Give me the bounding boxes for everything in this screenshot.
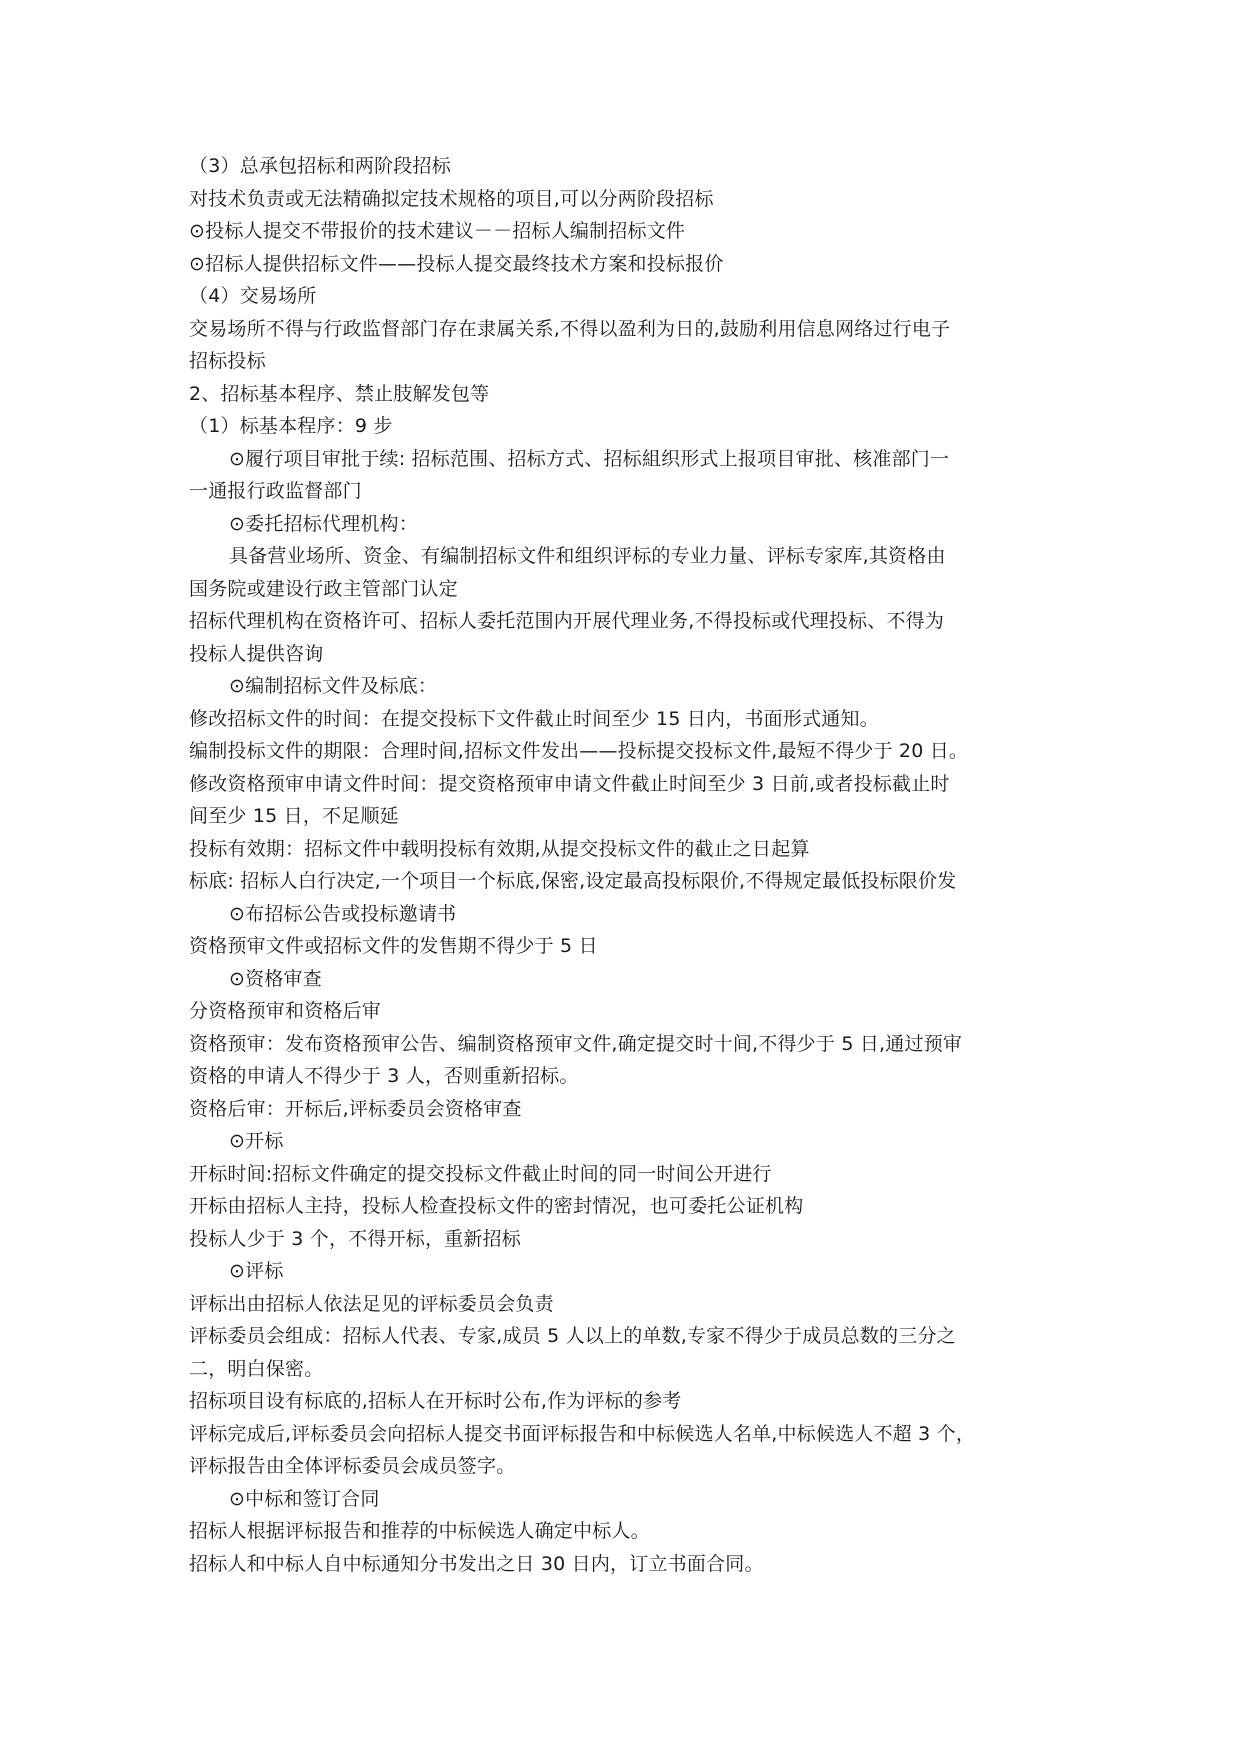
text-line: 招标人根据评标报告和推荐的中标候选人确定中标人。 <box>189 1520 650 1542</box>
text-line: ⊙布招标公告或投标邀请书 <box>229 902 457 925</box>
text-line: 资格后审：开标后,评标委员会资格审查 <box>189 1097 522 1120</box>
text-line: ⊙编制招标文件及标底： <box>229 675 438 697</box>
text-line: ⊙履行项目审批于续: 招标范围、招标方式、招标組织形式上报项目审批、核准部门一 <box>229 447 950 470</box>
text-line: 修改招标文件的时间：在提交投标下文件截止时间至少 15 日内，书面形式通知。 <box>189 707 879 730</box>
text-line: 二，明白保密。 <box>189 1357 324 1380</box>
text-line: （1）标基本程序：9 步 <box>189 415 393 437</box>
text-line: 招标项目设有标底的,招标人在开标时公布,作为评标的参考 <box>189 1390 682 1412</box>
text-line: 交易场所不得与行政监督部门存在隶属关系,不得以盈利为日的,鼓励利用信息网络过行电子 <box>189 317 951 340</box>
text-line: ⊙招标人提供招标文件——投标人提交最终技术方案和投标报价 <box>189 252 724 275</box>
document-body <box>189 150 1069 1580</box>
text-line: 开标时间:招标文件确定的提交投标文件截止时间的同一时间公开进行 <box>189 1162 772 1185</box>
text-line: ⊙评标 <box>229 1260 284 1282</box>
text-line: 招标投标 <box>189 350 266 372</box>
text-line: 资格预审文件或招标文件的发售期不得少于 5 日 <box>189 935 598 957</box>
text-line: 投标有效期：招标文件中载明投标有效期,从提交投标文件的截止之日起算 <box>189 837 810 860</box>
text-line: 招标人和中标人自中标通知分书发出之日 30 日内，订立书面合同。 <box>189 1552 764 1575</box>
text-line: ⊙委托招标代理机构： <box>229 512 418 535</box>
text-line: 开标由招标人主持，投标人检查投标文件的密封情况，也可委托公证机构 <box>189 1195 804 1217</box>
text-line: 对技术负责或无法精确拟定技术规格的项目,可以分两阶段招标 <box>189 187 714 210</box>
text-line: 国务院或建设行政主管部门认定 <box>189 577 458 600</box>
text-line: ⊙投标人提交不带报价的技术建议－－招标人编制招标文件 <box>189 220 686 242</box>
text-line: 评标出由招标人依法足见的评标委员会负责 <box>189 1292 554 1315</box>
text-line: 资格的申请人不得少于 3 人，否则重新招标。 <box>189 1065 579 1087</box>
text-line: （3）总承包招标和两阶段招标 <box>189 155 451 177</box>
text-line: 招标代理机构在资格许可、招标人委托范围内开展代理业务,不得投标或代理投标、不得为 <box>189 610 945 632</box>
text-line: 分资格预审和资格后审 <box>189 1000 382 1022</box>
text-line: 2、招标基本程序、禁止肢解发包等 <box>189 382 490 405</box>
text-line: （4）交易场所 <box>189 285 317 307</box>
text-line: 评标委员会组成：招标人代表、专家,成员 5 人以上的单数,专家不得少于成员总数的三分之 <box>189 1325 956 1347</box>
text-line: 编制投标文件的期限：合理时间,招标文件发出——投标提交投标文件,最短不得少于 20 日。 <box>189 740 969 762</box>
text-line: 评标完成后,评标委员会向招标人提交书面评标报告和中标候选人名单,中标候选人不超 3 个， <box>189 1422 976 1445</box>
text-line: 资格预审：发布资格预审公告、编制资格预审文件,确定提交时十间,不得少于 5 日,通过预审 <box>189 1032 963 1055</box>
text-line: 间至少 15 日，不足顺延 <box>189 805 399 827</box>
text-line: 投标人少于 3 个，不得开标，重新招标 <box>189 1227 521 1250</box>
text-line: 一通报行政监督部门 <box>189 480 362 502</box>
text-line: 修改资格预审申请文件时间：提交资格预审申请文件截止时间至少 3 日前,或者投标截止时 <box>189 772 950 795</box>
text-line: 具备营业场所、资金、有编制招标文件和组织评标的专业力量、评标专家库,其资格由 <box>229 545 946 567</box>
text-line: 投标人提供咨询 <box>189 642 324 665</box>
text-line: ⊙开标 <box>229 1130 284 1152</box>
text-line: 评标报告由全体评标委员会成员签字。 <box>189 1455 516 1477</box>
text-line: ⊙中标和签订合同 <box>229 1487 380 1510</box>
text-line: 标底: 招标人白行决定,一个项目一个标底,保密,设定最高投标限价,不得规定最低投标限价发 <box>189 870 957 892</box>
text-line: ⊙资格审查 <box>229 967 322 990</box>
